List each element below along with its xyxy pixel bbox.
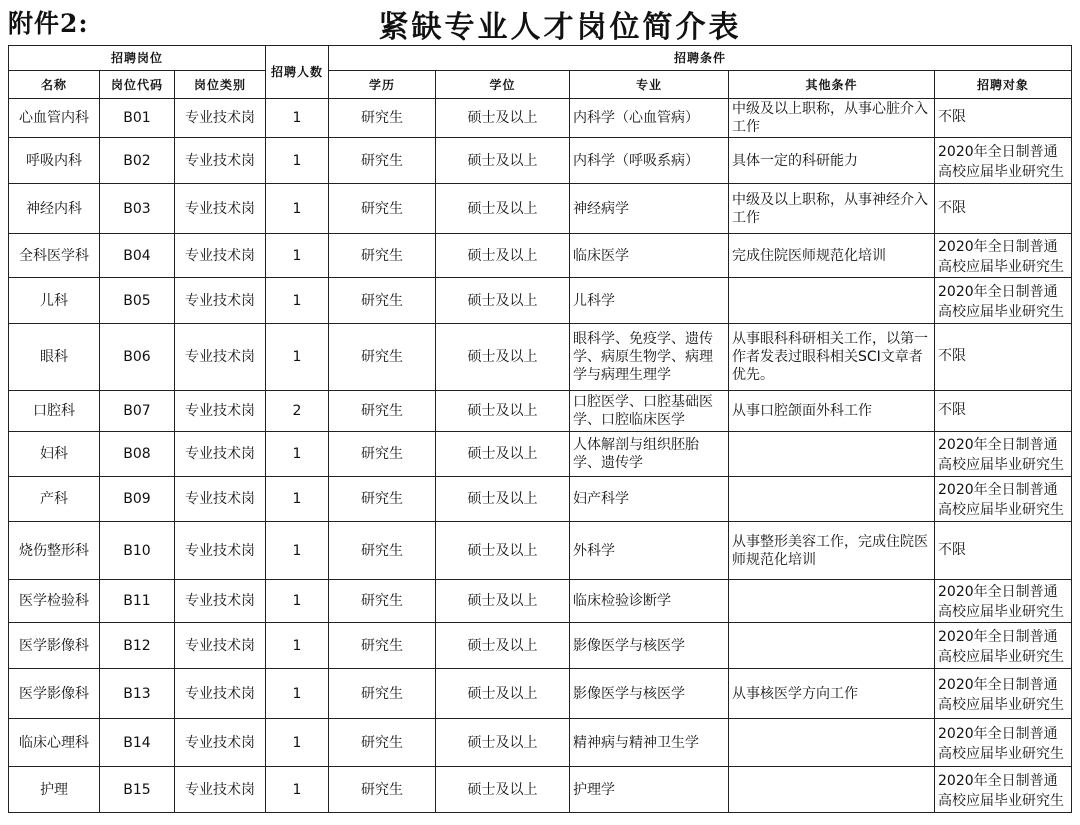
- cell-education: 研究生: [361, 446, 403, 462]
- cell-category: 专业技术岗: [185, 637, 255, 654]
- cell-headcount: 1: [292, 200, 302, 217]
- cell-target: 2020年全日制普通高校应届毕业研究生: [938, 143, 1064, 178]
- cell-target: 2020年全日制普通高校应届毕业研究生: [938, 482, 1064, 516]
- cell-major: 儿科学: [573, 292, 615, 309]
- cell-code: B08: [123, 446, 151, 462]
- cell-name: 眼科: [40, 349, 68, 365]
- attachment-label: 附件2:: [8, 9, 89, 38]
- document-title: 紧缺专业人才岗位简介表: [378, 10, 742, 45]
- table-row: [9, 580, 1072, 623]
- header-category: 岗位类别: [175, 71, 266, 99]
- header-education: 学历: [329, 71, 436, 99]
- cell-major: 妇产科学: [573, 491, 629, 507]
- cell-education: 研究生: [361, 292, 403, 309]
- cell-degree: 硕士及以上: [467, 403, 538, 419]
- cell-education: 研究生: [361, 152, 403, 169]
- cell-headcount: 1: [292, 781, 302, 798]
- cell-category: 专业技术岗: [185, 200, 255, 217]
- cell-education: 研究生: [361, 781, 403, 798]
- cell-headcount: 1: [292, 349, 302, 365]
- table-row: [9, 184, 1072, 234]
- cell-target: 2020年全日制普通高校应届毕业研究生: [938, 283, 1064, 318]
- cell-code: B05: [123, 292, 151, 309]
- table-row: [9, 669, 1072, 719]
- cell-major: 影像医学与核医学: [573, 637, 685, 654]
- cell-major: 神经病学: [573, 200, 629, 217]
- cell-name: 呼吸内科: [26, 152, 82, 169]
- cell-name: 口腔科: [33, 403, 75, 419]
- header-row-groups: [9, 46, 1072, 71]
- cell-major: 精神病与精神卫生学: [573, 734, 699, 751]
- cell-name: 产科: [40, 491, 68, 507]
- cell-name: 医学影像科: [19, 637, 89, 654]
- table-row: [9, 99, 1072, 138]
- cell-category: 专业技术岗: [185, 542, 255, 559]
- cell-major: 人体解剖与组织胚胎学、遗传学: [573, 437, 699, 471]
- table-row: [9, 522, 1072, 580]
- table-row: [9, 278, 1072, 324]
- table-row: [9, 234, 1072, 278]
- cell-target: 不限: [938, 348, 966, 364]
- cell-education: 研究生: [361, 403, 403, 419]
- cell-code: B09: [123, 491, 151, 507]
- cell-code: B03: [123, 200, 151, 217]
- cell-other: 从事眼科科研相关工作，以第一作者发表过眼科相关SCI文章者优先。: [732, 331, 928, 383]
- cell-other: 从事核医学方向工作: [732, 685, 858, 702]
- cell-degree: 硕士及以上: [467, 781, 538, 798]
- cell-degree: 硕士及以上: [467, 593, 538, 609]
- header-conditions-group: 招聘条件: [329, 46, 1072, 71]
- cell-education: 研究生: [361, 200, 403, 217]
- cell-degree: 硕士及以上: [467, 734, 538, 751]
- table-body: [9, 99, 1072, 813]
- cell-education: 研究生: [361, 593, 403, 609]
- cell-other: 中级及以上职称，从事心脏介入工作: [732, 101, 928, 135]
- cell-education: 研究生: [361, 247, 403, 264]
- cell-education: 研究生: [361, 542, 403, 559]
- cell-code: B02: [123, 152, 151, 169]
- cell-major: 内科学（呼吸系病）: [573, 152, 699, 169]
- cell-name: 医学影像科: [19, 685, 89, 702]
- cell-category: 专业技术岗: [185, 152, 255, 169]
- cell-name: 护理: [40, 781, 68, 798]
- cell-name: 全科医学科: [19, 247, 89, 264]
- table-row: [9, 623, 1072, 669]
- header-target: 招聘对象: [935, 71, 1072, 99]
- cell-education: 研究生: [361, 110, 403, 126]
- cell-education: 研究生: [361, 491, 403, 507]
- table-row: [9, 767, 1072, 813]
- cell-headcount: 1: [292, 542, 302, 559]
- cell-name: 儿科: [40, 292, 68, 309]
- cell-target: 2020年全日制普通高校应届毕业研究生: [938, 628, 1064, 663]
- cell-degree: 硕士及以上: [467, 152, 538, 169]
- cell-education: 研究生: [361, 685, 403, 702]
- cell-category: 专业技术岗: [185, 292, 255, 309]
- header-row-columns: [9, 71, 1072, 99]
- cell-code: B06: [123, 349, 151, 365]
- cell-code: B10: [123, 542, 151, 559]
- cell-headcount: 1: [292, 593, 302, 609]
- cell-major: 口腔医学、口腔基础医学、口腔临床医学: [573, 394, 713, 428]
- cell-major: 护理学: [573, 781, 615, 798]
- cell-degree: 硕士及以上: [467, 200, 538, 217]
- cell-code: B11: [123, 593, 151, 609]
- cell-major: 临床医学: [573, 247, 629, 264]
- cell-code: B13: [123, 685, 151, 702]
- cell-target: 不限: [938, 541, 966, 558]
- cell-target: 2020年全日制普通高校应届毕业研究生: [938, 437, 1064, 471]
- header-name: 名称: [9, 71, 100, 99]
- header-headcount: 招聘人数: [266, 46, 329, 99]
- cell-headcount: 1: [292, 491, 302, 507]
- cell-name: 烧伤整形科: [19, 542, 89, 559]
- header-position-group: 招聘岗位: [9, 46, 266, 71]
- cell-category: 专业技术岗: [185, 349, 255, 365]
- cell-headcount: 1: [292, 152, 302, 169]
- cell-name: 神经内科: [26, 200, 82, 217]
- cell-other: 从事口腔颌面外科工作: [732, 403, 872, 419]
- cell-other: 从事整形美容工作，完成住院医师规范化培训: [732, 533, 928, 568]
- positions-table: [8, 45, 1072, 813]
- cell-headcount: 1: [292, 637, 302, 654]
- cell-education: 研究生: [361, 349, 403, 365]
- cell-other: 中级及以上职称，从事神经介入工作: [732, 191, 928, 226]
- cell-code: B15: [123, 781, 151, 798]
- cell-major: 眼科学、免疫学、遗传学、病原生物学、病理学与病理生理学: [573, 331, 713, 383]
- cell-degree: 硕士及以上: [467, 542, 538, 559]
- cell-target: 不限: [938, 199, 966, 216]
- cell-other: 完成住院医师规范化培训: [732, 247, 886, 264]
- cell-major: 影像医学与核医学: [573, 685, 685, 702]
- cell-category: 专业技术岗: [185, 593, 255, 609]
- table-row: [9, 391, 1072, 432]
- cell-name: 心血管内科: [19, 110, 89, 126]
- table-row: [9, 138, 1072, 184]
- cell-target: 2020年全日制普通高校应届毕业研究生: [938, 584, 1064, 618]
- cell-education: 研究生: [361, 637, 403, 654]
- cell-code: B07: [123, 403, 151, 419]
- cell-category: 专业技术岗: [185, 781, 255, 798]
- cell-major: 外科学: [573, 542, 615, 559]
- cell-target: 2020年全日制普通高校应届毕业研究生: [938, 725, 1064, 760]
- table-row: [9, 719, 1072, 767]
- cell-degree: 硕士及以上: [467, 637, 538, 654]
- cell-degree: 硕士及以上: [467, 685, 538, 702]
- cell-degree: 硕士及以上: [467, 349, 538, 365]
- cell-headcount: 2: [292, 403, 302, 419]
- cell-major: 内科学（心血管病）: [573, 110, 699, 126]
- cell-other: 具体一定的科研能力: [732, 152, 858, 169]
- document-header: [0, 0, 1080, 44]
- table-row: [9, 324, 1072, 391]
- cell-target: 2020年全日制普通高校应届毕业研究生: [938, 772, 1064, 807]
- table-row: [9, 432, 1072, 477]
- cell-target: 不限: [938, 402, 966, 418]
- cell-headcount: 1: [292, 292, 302, 309]
- cell-headcount: 1: [292, 247, 302, 264]
- cell-code: B14: [123, 734, 151, 751]
- header-code: 岗位代码: [100, 71, 175, 99]
- cell-degree: 硕士及以上: [467, 247, 538, 264]
- header-other: 其他条件: [729, 71, 935, 99]
- cell-category: 专业技术岗: [185, 247, 255, 264]
- header-major: 专业: [570, 71, 729, 99]
- cell-headcount: 1: [292, 734, 302, 751]
- cell-degree: 硕士及以上: [467, 446, 538, 462]
- cell-name: 临床心理科: [19, 734, 89, 751]
- cell-headcount: 1: [292, 446, 302, 462]
- cell-category: 专业技术岗: [185, 110, 255, 126]
- cell-education: 研究生: [361, 734, 403, 751]
- cell-headcount: 1: [292, 685, 302, 702]
- cell-target: 2020年全日制普通高校应届毕业研究生: [938, 238, 1064, 273]
- cell-code: B12: [123, 637, 151, 654]
- cell-code: B01: [123, 110, 151, 126]
- cell-name: 医学检验科: [19, 593, 89, 609]
- cell-degree: 硕士及以上: [467, 292, 538, 309]
- cell-headcount: 1: [292, 110, 302, 126]
- cell-name: 妇科: [40, 446, 68, 462]
- cell-degree: 硕士及以上: [467, 491, 538, 507]
- cell-category: 专业技术岗: [185, 685, 255, 702]
- header-degree: 学位: [436, 71, 570, 99]
- table-row: [9, 477, 1072, 522]
- cell-degree: 硕士及以上: [467, 110, 538, 126]
- cell-category: 专业技术岗: [185, 734, 255, 751]
- cell-category: 专业技术岗: [185, 446, 255, 462]
- cell-major: 临床检验诊断学: [573, 593, 671, 609]
- cell-category: 专业技术岗: [185, 491, 255, 507]
- cell-target: 不限: [938, 109, 966, 125]
- cell-target: 2020年全日制普通高校应届毕业研究生: [938, 676, 1064, 711]
- cell-code: B04: [123, 247, 151, 264]
- cell-category: 专业技术岗: [185, 403, 255, 419]
